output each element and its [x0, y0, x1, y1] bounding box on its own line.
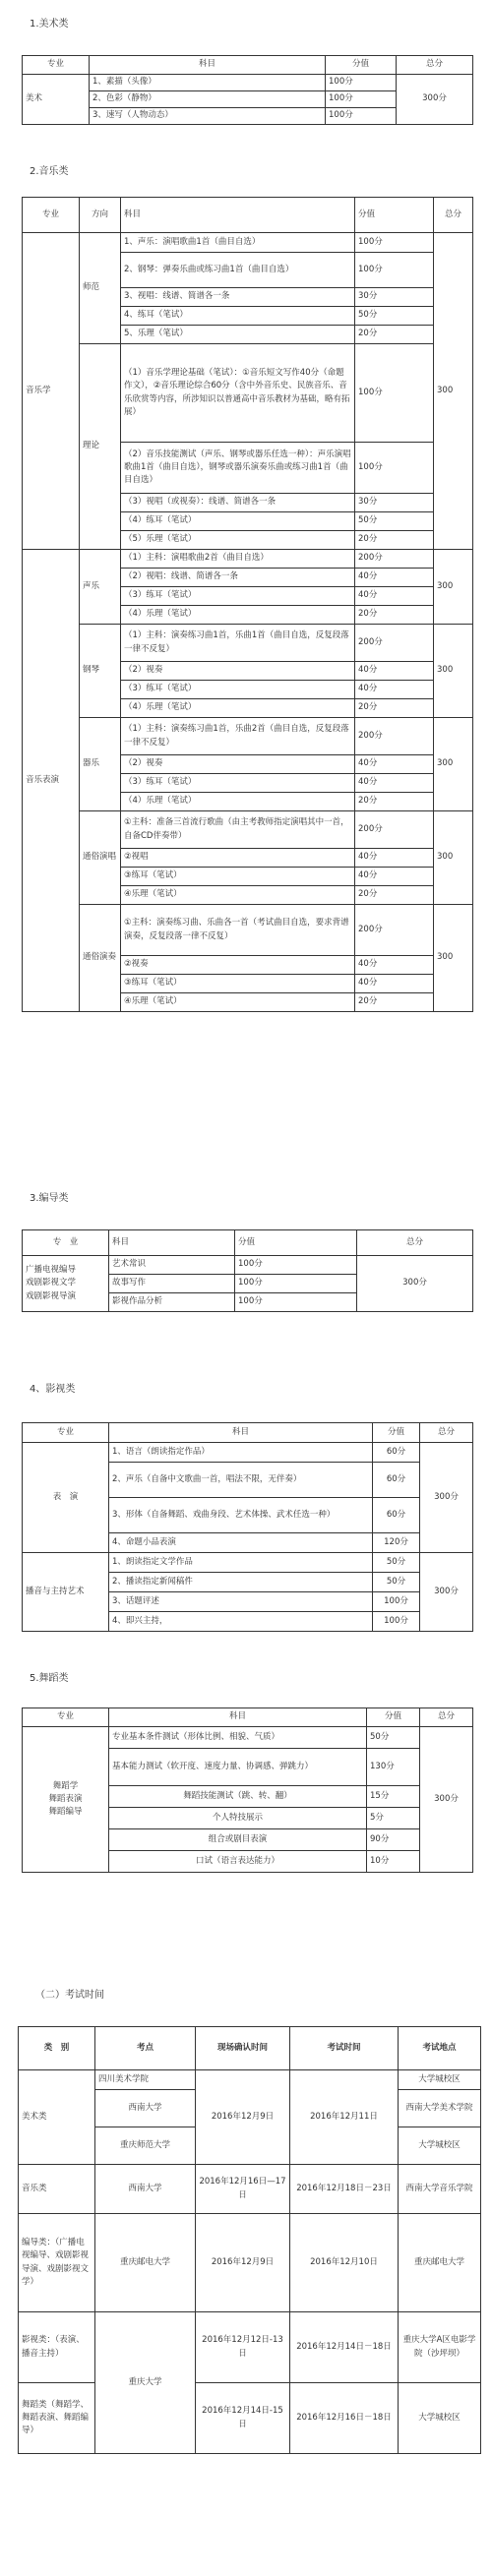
subject-cell: （4）乐理（笔试）: [121, 606, 355, 625]
score-cell: 100分: [373, 1592, 420, 1612]
score-cell: 40分: [355, 662, 434, 681]
table-row: [23, 1727, 473, 1749]
table-row: [19, 2214, 481, 2312]
subject-cell: 专业基本条件测试（形体比例、相貌、气质）: [109, 1727, 367, 1749]
direction-cell: 理论: [80, 344, 121, 550]
site-cell: 重庆师范大学: [95, 2127, 196, 2165]
subject-cell: 艺术常识: [109, 1256, 235, 1275]
table-row: [19, 2312, 481, 2383]
site-cell: 西南大学: [95, 2165, 196, 2214]
score-cell: 5分: [367, 1808, 420, 1829]
direction-cell: 声乐: [80, 550, 121, 625]
major-label: 舞蹈表演: [48, 1793, 83, 1804]
subject-cell: 基本能力测试（软开度、速度力量、协调感、弹跳力）: [109, 1749, 367, 1786]
header-cell: 专业: [23, 1708, 109, 1727]
header-cell: 分值: [373, 1423, 420, 1443]
score-cell: 100分: [373, 1612, 420, 1632]
section-heading-film: 4、影视类: [30, 1384, 76, 1395]
site-cell: 重庆邮电大学: [95, 2214, 196, 2312]
header-cell: 总分: [397, 56, 473, 75]
majors-cell: [23, 1727, 109, 1873]
subject-cell: （3）视唱（或视奏）：线谱、简谱各一条: [121, 494, 355, 512]
group-cell: 音乐学: [23, 233, 80, 550]
direction-cell: 钢琴: [80, 625, 121, 718]
score-cell: 200分: [355, 811, 434, 849]
score-cell: 20分: [355, 699, 434, 718]
dance-table: [22, 1707, 473, 1873]
table-row: [19, 2383, 481, 2454]
subject-cell: 3、视唱：线谱、简谱各一条: [121, 288, 355, 307]
total-cell: 300分: [357, 1256, 473, 1312]
header-cell: 科目: [109, 1423, 373, 1443]
subject-cell: （5）乐理（笔试）: [121, 531, 355, 550]
header-cell: 专 业: [23, 1230, 109, 1256]
header-cell: 科目: [90, 56, 326, 75]
site-cell: 西南大学: [95, 2090, 196, 2127]
subject-cell: （2）视奏: [121, 755, 355, 774]
subject-cell: （4）乐理（笔试）: [121, 793, 355, 811]
header-cell: 分值: [367, 1708, 420, 1727]
score-cell: 120分: [373, 1533, 420, 1553]
header-cell: 总分: [420, 1708, 473, 1727]
subject-cell: 1、声乐：演唱歌曲1首（曲目自选）: [121, 233, 355, 253]
header-cell: 专业: [23, 56, 90, 75]
place-cell: 西南大学音乐学院: [399, 2165, 481, 2214]
score-cell: 15分: [367, 1786, 420, 1808]
table-header-row: [23, 198, 473, 233]
subject-cell: （3）练耳（笔试）: [121, 774, 355, 793]
subject-cell: （2）音乐技能测试（声乐、钢琴或器乐任选一种）：声乐演唱歌曲1首（曲目自选），钢琴或器乐演奏乐曲或练习曲1首（曲目自选）: [121, 443, 355, 494]
subject-cell: 1、朗读指定文学作品: [109, 1553, 373, 1573]
header-cell: 考点: [95, 2027, 196, 2070]
place-cell: 重庆大学A区电影学院（沙坪坝）: [399, 2312, 481, 2383]
score-cell: 100分: [326, 91, 397, 108]
category-cell: 影视类：（表演、播音主持）: [19, 2312, 95, 2383]
subject-cell: （2）视奏: [121, 662, 355, 681]
art-table: [22, 55, 473, 125]
score-cell: 50分: [355, 512, 434, 531]
table-header-row: [23, 1423, 473, 1443]
subject-cell: 舞蹈技能测试（跳、转、翻）: [109, 1786, 367, 1808]
total-cell: 300: [434, 718, 473, 811]
major-label: 戏剧影视导演: [26, 1290, 77, 1301]
score-cell: 100分: [326, 75, 397, 91]
direction-cell: 通俗演唱: [80, 811, 121, 905]
subject-cell: （1）主科：演唱歌曲2首（曲目自选）: [121, 550, 355, 569]
score-cell: 40分: [355, 868, 434, 886]
direction-cell: 师范: [80, 233, 121, 344]
direction-cell: 器乐: [80, 718, 121, 811]
subject-cell: ③练耳（笔试）: [121, 868, 355, 886]
score-cell: 100分: [235, 1256, 357, 1275]
subject-cell: 故事写作: [109, 1275, 235, 1293]
total-cell: 300: [434, 625, 473, 718]
total-cell: 300: [434, 905, 473, 1012]
score-cell: 100分: [326, 108, 397, 125]
header-cell: 科目: [109, 1230, 235, 1256]
score-cell: 50分: [373, 1573, 420, 1592]
total-cell: 300分: [420, 1727, 473, 1873]
subject-cell: 3、形体（自备舞蹈、戏曲身段、艺术体操、武术任选一种）: [109, 1498, 373, 1533]
score-cell: 20分: [355, 886, 434, 905]
section-heading-schedule: （二）考试时间: [35, 1990, 104, 2001]
place-cell: 重庆邮电大学: [399, 2214, 481, 2312]
score-cell: 20分: [355, 993, 434, 1012]
score-cell: 60分: [373, 1443, 420, 1463]
score-cell: 100分: [355, 443, 434, 494]
table-header-row: [23, 1708, 473, 1727]
confirm-time-cell: 2016年12月9日: [196, 2070, 290, 2165]
header-cell: 总分: [357, 1230, 473, 1256]
subject-cell: 2、钢琴：弹奏乐曲或练习曲1首（曲目自选）: [121, 253, 355, 288]
score-cell: 50分: [373, 1553, 420, 1573]
exam-time-cell: 2016年12月18日－23日: [290, 2165, 399, 2214]
subject-cell: （3）练耳（笔试）: [121, 681, 355, 699]
major-label: 戏剧影视文学: [26, 1278, 77, 1288]
header-cell: 科目: [109, 1708, 367, 1727]
major-cell: 表 演: [23, 1443, 109, 1553]
table-row: [23, 625, 473, 662]
section-heading-art: 1.美术类: [30, 19, 69, 30]
subject-cell: ④乐理（笔试）: [121, 886, 355, 905]
section-heading-directing: 3.编导类: [30, 1193, 69, 1204]
site-cell: 重庆大学: [95, 2312, 196, 2454]
score-cell: 130分: [367, 1749, 420, 1786]
total-cell: 300分: [420, 1553, 473, 1632]
header-cell: 考试地点: [399, 2027, 481, 2070]
subject-cell: ②视唱: [121, 849, 355, 868]
table-row: [23, 550, 473, 569]
table-row: [19, 2165, 481, 2214]
subject-cell: 个人特技展示: [109, 1808, 367, 1829]
total-cell: 300: [434, 233, 473, 550]
score-cell: 60分: [373, 1463, 420, 1498]
section-heading-dance: 5.舞蹈类: [30, 1673, 69, 1684]
subject-cell: （1）音乐学理论基础（笔试）：①音乐短文写作40分（命题作文），②音乐理论综合60分（含中外音乐史、民族音乐、音乐欣赏等内容，所涉知识以普通高中音乐教材为基础，略有拓展）: [121, 344, 355, 443]
score-cell: 50分: [367, 1727, 420, 1749]
category-cell: 舞蹈类（舞蹈学、舞蹈表演、舞蹈编导）: [19, 2383, 95, 2454]
header-cell: 科目: [121, 198, 355, 233]
subject-cell: 组合或剧目表演: [109, 1829, 367, 1851]
score-cell: 40分: [355, 569, 434, 587]
major-cell: 美术: [23, 75, 90, 125]
header-cell: 分值: [326, 56, 397, 75]
subject-cell: 4、命题小品表演: [109, 1533, 373, 1553]
major-label: 舞蹈学: [52, 1780, 79, 1791]
score-cell: 40分: [355, 774, 434, 793]
subject-cell: 口试（语言表达能力）: [109, 1851, 367, 1873]
table-header-row: [23, 56, 473, 75]
place-cell: 大学城校区: [399, 2383, 481, 2454]
confirm-time-cell: 2016年12月9日: [196, 2214, 290, 2312]
subject-cell: ①主科：准备三首流行歌曲（由主考教师指定演唱其中一首，自备CD伴奏带）: [121, 811, 355, 849]
category-cell: 美术类: [19, 2070, 95, 2165]
subject-cell: ④乐理（笔试）: [121, 993, 355, 1012]
total-cell: 300分: [397, 75, 473, 125]
table-row: [23, 233, 473, 253]
subject-cell: 2、播读指定新闻稿件: [109, 1573, 373, 1592]
major-label: 广播电视编导: [26, 1265, 77, 1276]
score-cell: 40分: [355, 681, 434, 699]
subject-cell: 4、即兴主持，: [109, 1612, 373, 1632]
score-cell: 40分: [355, 849, 434, 868]
score-cell: 20分: [355, 793, 434, 811]
subject-cell: 5、乐理（笔试）: [121, 326, 355, 344]
subject-cell: ③练耳（笔试）: [121, 975, 355, 993]
score-cell: 200分: [355, 905, 434, 956]
score-cell: 200分: [355, 550, 434, 569]
subject-cell: （1）主科：演奏练习曲1首，乐曲1首（曲目自选，反复段落一律不反复）: [121, 625, 355, 662]
score-cell: 40分: [355, 956, 434, 975]
header-cell: 分值: [235, 1230, 357, 1256]
majors-cell: [23, 1256, 109, 1312]
score-cell: 200分: [355, 718, 434, 755]
subject-cell: 影视作品分析: [109, 1293, 235, 1312]
table-row: [19, 2070, 481, 2090]
confirm-time-cell: 2016年12月14日-15日: [196, 2383, 290, 2454]
total-cell: 300: [434, 811, 473, 905]
exam-time-cell: 2016年12月10日: [290, 2214, 399, 2312]
exam-time-cell: 2016年12月16日－18日: [290, 2383, 399, 2454]
subject-cell: ①主科：演奏练习曲、乐曲各一首（考试曲目自选，要求背谱演奏，反复段落一律不反复）: [121, 905, 355, 956]
score-cell: 40分: [355, 755, 434, 774]
score-cell: 100分: [235, 1275, 357, 1293]
header-cell: 类 别: [19, 2027, 95, 2070]
table-row: [23, 1256, 473, 1275]
header-cell: 分值: [355, 198, 434, 233]
subject-cell: （2）视唱：线谱、简谱各一条: [121, 569, 355, 587]
subject-cell: 2、声乐（自备中文歌曲一首，唱法不限，无伴奏）: [109, 1463, 373, 1498]
subject-cell: 1、语言（朗读指定作品）: [109, 1443, 373, 1463]
category-cell: 编导类：（广播电视编导、戏剧影视导演、戏剧影视文学）: [19, 2214, 95, 2312]
subject-cell: 4、练耳（笔试）: [121, 307, 355, 326]
table-header-row: [23, 1230, 473, 1256]
direction-cell: 通俗演奏: [80, 905, 121, 1012]
header-cell: 总分: [434, 198, 473, 233]
subject-cell: ②视奏: [121, 956, 355, 975]
table-header-row: [19, 2027, 481, 2070]
major-label: 舞蹈编导: [48, 1807, 83, 1818]
score-cell: 100分: [355, 253, 434, 288]
group-cell: 音乐表演: [23, 550, 80, 1012]
subject-cell: 1、素描（头像）: [90, 75, 326, 91]
score-cell: 90分: [367, 1829, 420, 1851]
place-cell: 西南大学美术学院: [399, 2090, 481, 2127]
subject-cell: （4）练耳（笔试）: [121, 512, 355, 531]
table-row: [23, 905, 473, 956]
subject-cell: （4）乐理（笔试）: [121, 699, 355, 718]
score-cell: 100分: [235, 1293, 357, 1312]
score-cell: 100分: [355, 233, 434, 253]
score-cell: 20分: [355, 606, 434, 625]
header-cell: 现场确认时间: [196, 2027, 290, 2070]
score-cell: 50分: [355, 307, 434, 326]
subject-cell: 3、速写（人物动态）: [90, 108, 326, 125]
exam-time-cell: 2016年12月14日－18日: [290, 2312, 399, 2383]
subject-cell: 3、话题评述: [109, 1592, 373, 1612]
score-cell: 20分: [355, 326, 434, 344]
score-cell: 200分: [355, 625, 434, 662]
music-table: [22, 197, 473, 1012]
category-cell: 音乐类: [19, 2165, 95, 2214]
score-cell: 30分: [355, 494, 434, 512]
header-cell: 方向: [80, 198, 121, 233]
place-cell: 大学城校区: [399, 2070, 481, 2090]
subject-cell: （3）练耳（笔试）: [121, 587, 355, 606]
section-heading-music: 2.音乐类: [30, 166, 69, 177]
score-cell: 20分: [355, 531, 434, 550]
table-row: [23, 718, 473, 755]
subject-cell: （1）主科：演奏练习曲1首，乐曲2首（曲目自选，反复段落一律不反复）: [121, 718, 355, 755]
score-cell: 100分: [355, 344, 434, 443]
place-cell: 大学城校区: [399, 2127, 481, 2165]
subject-cell: 2、色彩（静物）: [90, 91, 326, 108]
confirm-time-cell: 2016年12月16日—17日: [196, 2165, 290, 2214]
table-row: [23, 344, 473, 443]
confirm-time-cell: 2016年12月12日-13日: [196, 2312, 290, 2383]
directing-table: [22, 1229, 473, 1312]
schedule-table: [18, 2026, 481, 2454]
score-cell: 10分: [367, 1851, 420, 1873]
table-row: [23, 1553, 473, 1573]
score-cell: 40分: [355, 587, 434, 606]
table-row: [23, 811, 473, 849]
header-cell: 专业: [23, 1423, 109, 1443]
header-cell: 专业: [23, 198, 80, 233]
exam-time-cell: 2016年12月11日: [290, 2070, 399, 2165]
header-cell: 总分: [420, 1423, 473, 1443]
total-cell: 300分: [420, 1443, 473, 1553]
table-row: [23, 1443, 473, 1463]
header-cell: 考试时间: [290, 2027, 399, 2070]
score-cell: 30分: [355, 288, 434, 307]
score-cell: 60分: [373, 1498, 420, 1533]
site-cell: 四川美术学院: [95, 2070, 196, 2090]
table-row: [23, 75, 473, 91]
major-cell: 播音与主持艺术: [23, 1553, 109, 1632]
total-cell: 300: [434, 550, 473, 625]
score-cell: 40分: [355, 975, 434, 993]
film-table: [22, 1422, 473, 1632]
